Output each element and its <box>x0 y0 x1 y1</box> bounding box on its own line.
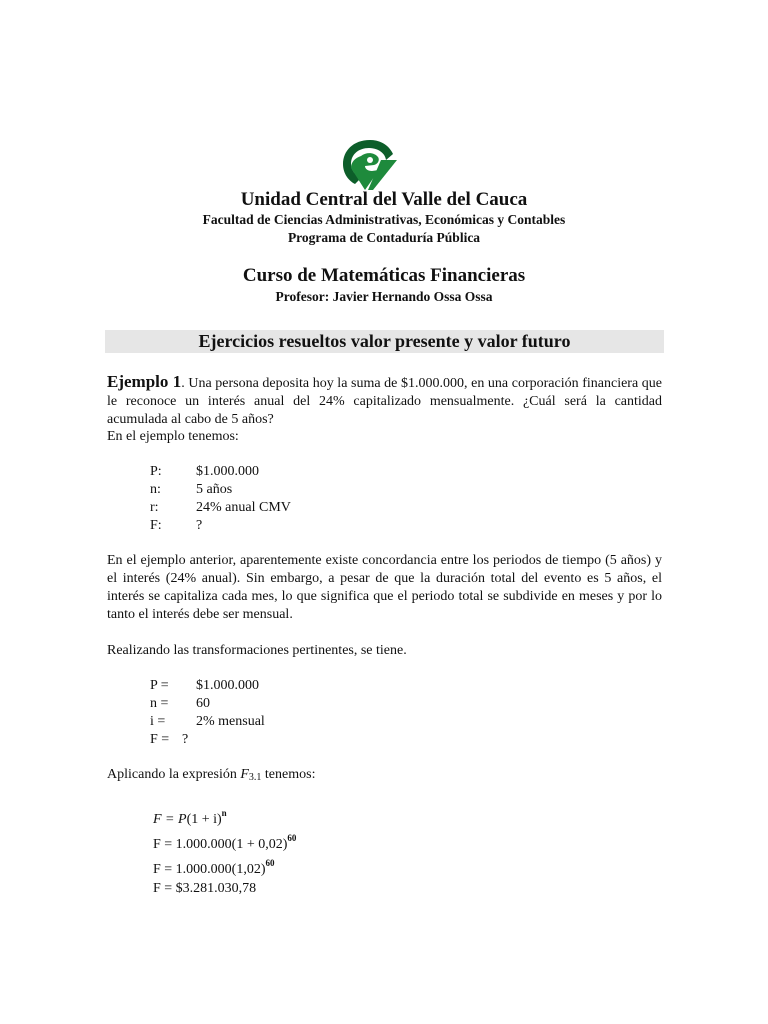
university-logo-icon <box>341 138 399 192</box>
document-page: Unidad Central del Valle del Cauca Facultad de Ciencias Administrativas, Económicas y Contables Programa de Contaduría Pública Curso de Matemáticas Financieras Profesor: Javier Hernando Ossa Ossa Ejercicios resueltos valor presente y valor futuro Ejemplo 1. Una persona deposita hoy la suma de $1.000.000, en una corporación financiera que le reconoce un interés anual del 24% capitalizado mensualmente. ¿Cuál será la cantidad acumulada al cabo de 5 años? En el ejemplo tenemos: P: $1.000.000 n: 5 años r: 24% anual CMV F: ? En el ejemplo anterior, aparentemente existe concordancia entre los periodos de tiempo (5 años) y el interés (24% anual). Sin embargo, a pesar de que la duración total del evento es 5 años, el interés se capitaliza cada mes, lo que significa que el periodo total se subdivide en meses y por lo tanto el interés debe ser mensual. Realizando las transformaciones pertinentes, se tiene. P = $1.000.000 n = 60 i = 2% mensual F = ? Aplicando la expresión $F_{3.1}$ tenemos: $F = P(1 + i)^n$ $F = 1.000.000(1 + 0,02)^{60}$ $F = 1.000.000(1,02)^{60}$ F = $3.281.030,78 <box>0 0 768 1024</box>
example-1-statement <box>107 373 662 429</box>
university-name: Unidad Central del Valle del Cauca <box>240 189 528 210</box>
example-intro: En el ejemplo tenemos: <box>107 429 239 444</box>
formula-line: $F = 1.000.000(1,02)^{60}$ <box>153 858 275 877</box>
transform-intro: Realizando las transformaciones pertinentes, se tiene. <box>107 643 407 658</box>
apply-expression-line: Aplicando la expresión $F_{3.1}$ tenemos: <box>107 767 316 783</box>
faculty-name: Facultad de Ciencias Administrativas, Económicas y Contables <box>202 212 566 227</box>
example-1-text: . Una persona deposita hoy la suma de $1.000.000, en una corporación financiera que le reconoce un interés anual del 24% capitalizado mensualmente. ¿Cuál será la cantidad acumulada al cabo de 5 años? <box>107 376 663 427</box>
explanation-paragraph: En el ejemplo anterior, aparentemente existe concordancia entre los periodos de tiempo (5 años) y el interés (24% anual). Sin embargo, a pesar de que la duración total del evento es 5 años, el interés se capitaliza cada mes, lo que significa que el periodo total se subdivide en meses y por lo tanto el interés debe ser mensual. <box>107 553 662 622</box>
professor-name: Profesor: Javier Hernando Ossa Ossa <box>275 289 493 304</box>
section-banner: Ejercicios resueltos valor presente y valor futuro <box>105 330 664 353</box>
example-1-label: Ejemplo 1 <box>107 372 182 391</box>
program-name: Programa de Contaduría Pública <box>287 230 481 245</box>
formula-result: F = $3.281.030,78 <box>153 881 257 896</box>
formula-line: $F = P(1 + i)^n$ <box>153 808 227 827</box>
formula-line: $F = 1.000.000(1 + 0,02)^{60}$ <box>153 833 297 852</box>
course-title: Curso de Matemáticas Financieras <box>242 265 526 286</box>
formula-block <box>153 801 296 901</box>
